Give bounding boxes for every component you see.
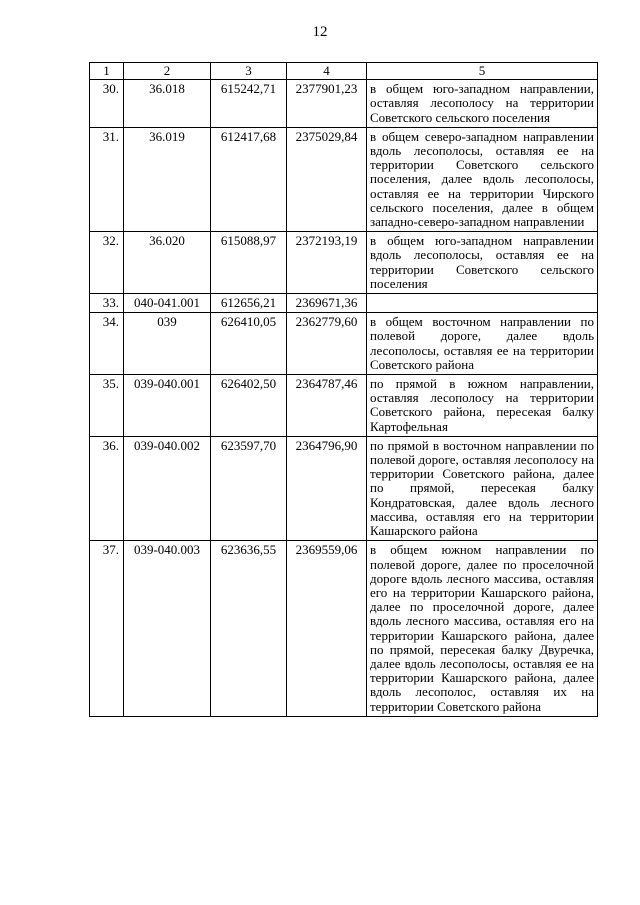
header-cell-5: 5 [367,63,598,80]
description-cell [367,294,598,313]
description-cell: в общем юго-западном направлении вдоль лесополосы, оставляя ее на территории Советского сельского поселения [367,232,598,294]
coordinate-x-cell: 612656,21 [211,294,287,313]
coordinate-x-cell: 612417,68 [211,127,287,231]
boundary-table [89,62,598,717]
coordinate-y-cell: 2372193,19 [287,232,367,294]
table-row [90,232,598,294]
coordinate-y-cell: 2362779,60 [287,313,367,375]
point-code-cell: 040-041.001 [124,294,211,313]
coordinate-y-cell: 2369559,06 [287,541,367,716]
point-code-cell: 36.019 [124,127,211,231]
row-number-cell: 34. [90,313,124,375]
coordinate-y-cell: 2369671,36 [287,294,367,313]
header-cell-1: 1 [90,63,124,80]
point-code-cell: 039 [124,313,211,375]
coordinate-x-cell: 615088,97 [211,232,287,294]
description-cell: в общем восточном направлении по полевой дороге, далее вдоль лесополосы, оставляя ее на территории Советского района [367,313,598,375]
coordinate-y-cell: 2364787,46 [287,375,367,437]
row-number-cell: 36. [90,436,124,540]
header-cell-2: 2 [124,63,211,80]
point-code-cell: 039-040.003 [124,541,211,716]
description-cell: в общем северо-западном направлении вдоль лесополосы, оставляя ее на территории Советского сельского поселения, далее вдоль лесополосы, оставляя ее на территории Чирского сельского поселения, далее в общем западно-северо-западном направлении [367,127,598,231]
row-number-cell: 31. [90,127,124,231]
description-cell: по прямой в восточном направлении по полевой дороге, оставляя лесополосу на территории Советского района, далее по прямой, пересекая балку Кондратовская, далее вдоль лесного массива, оставляя его на территории Кашарского района [367,436,598,540]
row-number-cell: 30. [90,80,124,128]
coordinate-x-cell: 615242,71 [211,80,287,128]
point-code-cell: 36.018 [124,80,211,128]
row-number-cell: 32. [90,232,124,294]
table-row [90,541,598,716]
coordinate-x-cell: 623597,70 [211,436,287,540]
point-code-cell: 039-040.002 [124,436,211,540]
coordinate-x-cell: 623636,55 [211,541,287,716]
coordinate-y-cell: 2375029,84 [287,127,367,231]
row-number-cell: 37. [90,541,124,716]
point-code-cell: 039-040.001 [124,375,211,437]
table-header-row [90,63,598,80]
page-number: 12 [312,24,328,40]
description-cell: в общем южном направлении по полевой дороге, далее по проселочной дороге вдоль лесного массива, оставляя его на территории Кашарского района, далее по проселочной дороге, далее вдоль лесного массива, оставляя его на территории Кашарского района, далее по прямой, пересекая балку Двуречка, далее вдоль лесополосы, оставляя ее на территории Кашарского района, далее вдоль лесополос, оставляя их на территории Советского района [367,541,598,716]
coordinate-y-cell: 2364796,90 [287,436,367,540]
coordinate-y-cell: 2377901,23 [287,80,367,128]
description-cell: по прямой в южном направлении, оставляя лесополосу на территории Советского района, пересекая балку Картофельная [367,375,598,437]
table-row [90,375,598,437]
coordinate-x-cell: 626402,50 [211,375,287,437]
table-row [90,80,598,128]
table-row [90,294,598,313]
table-row [90,436,598,540]
table-row [90,313,598,375]
row-number-cell: 35. [90,375,124,437]
header-cell-4: 4 [287,63,367,80]
coordinate-x-cell: 626410,05 [211,313,287,375]
point-code-cell: 36.020 [124,232,211,294]
row-number-cell: 33. [90,294,124,313]
table-row [90,127,598,231]
description-cell: в общем юго-западном направлении, оставляя лесополосу на территории Советского сельского поселения [367,80,598,128]
header-cell-3: 3 [211,63,287,80]
